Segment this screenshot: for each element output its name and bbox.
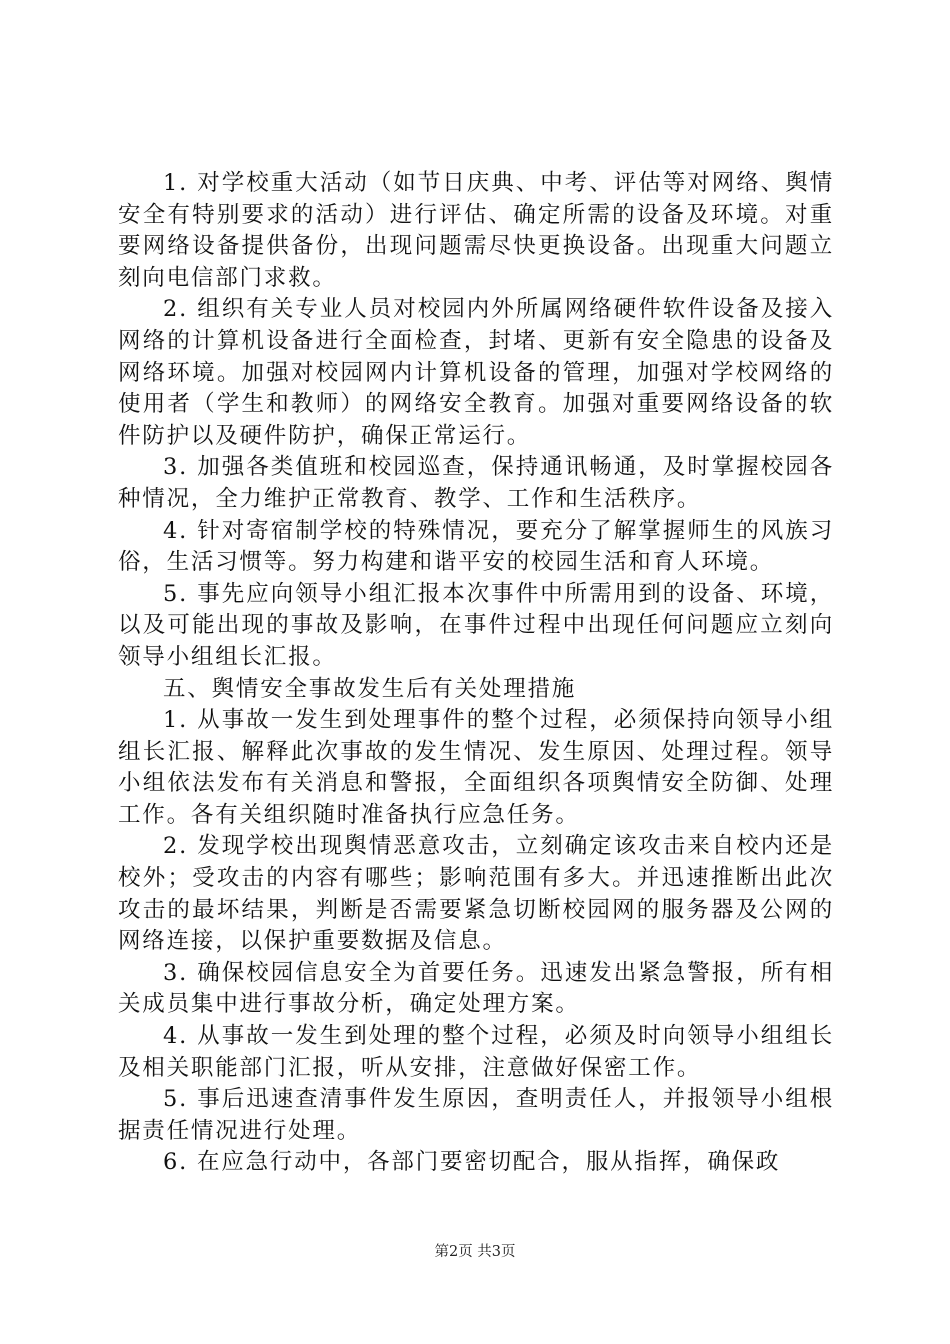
page-footer — [0, 1240, 950, 1261]
paragraph: 6. 在应急行动中，各部门要密切配合，服从指挥，确保政 — [163, 1149, 781, 1176]
paragraph: 5. 事后迅速查清事件发生原因，查明责任人，并报领导小组根据责任情况进行处理。 — [118, 1086, 834, 1144]
page-number: 第2页 共3页 — [434, 1244, 516, 1260]
paragraph: 3. 加强各类值班和校园巡查，保持通讯畅通，及时掌握校园各种情况，全力维护正常教育、教学、工作和生活秩序。 — [118, 454, 834, 512]
section-heading: 五、舆情安全事故发生后有关处理措施 — [163, 675, 577, 702]
paragraph: 2. 发现学校出现舆情恶意攻击，立刻确定该攻击来自校内还是校外；受攻击的内容有哪些；影响范围有多大。并迅速推断出此次攻击的最坏结果，判断是否需要紧急切断校园网的服务器及公网的网络连接，以保护重要数据及信息。 — [118, 833, 834, 955]
paragraph: 4. 针对寄宿制学校的特殊情况，要充分了解掌握师生的风族习俗，生活习惯等。努力构建和谐平安的校园生活和育人环境。 — [118, 517, 834, 576]
paragraph: 1. 从事故一发生到处理事件的整个过程，必须保持向领导小组组长汇报、解释此次事故的发生情况、发生原因、处理过程。领导小组依法发布有关消息和警报，全面组织各项舆情安全防御、处理工作。各有关组织随时准备执行应急任务。 — [118, 707, 834, 828]
paragraph: 2. 组织有关专业人员对校园内外所属网络硬件软件设备及接入网络的计算机设备进行全面检查，封堵、更新有安全隐患的设备及网络环境。加强对校园网内计算机设备的管理，加强对学校网络的使用者（学生和教师）的网络安全教育。加强对重要网络设备的软件防护以及硬件防护，确保正常运行。 — [118, 296, 834, 449]
paragraph: 4. 从事故一发生到处理的整个过程，必须及时向领导小组组长及相关职能部门汇报，听从安排，注意做好保密工作。 — [118, 1023, 834, 1081]
paragraph: 5. 事先应向领导小组汇报本次事件中所需用到的设备、环境，以及可能出现的事故及影响，在事件过程中出现任何问题应立刻向领导小组组长汇报。 — [118, 580, 834, 670]
paragraph: 3. 确保校园信息安全为首要任务。迅速发出紧急警报，所有相关成员集中进行事故分析，确定处理方案。 — [118, 959, 834, 1018]
document-body — [118, 168, 834, 1179]
paragraph: 1. 对学校重大活动（如节日庆典、中考、评估等对网络、舆情安全有特别要求的活动）进行评估、确定所需的设备及环境。对重要网络设备提供备份，出现问题需尽快更换设备。出现重大问题立刻向电信部门求救。 — [118, 170, 834, 291]
